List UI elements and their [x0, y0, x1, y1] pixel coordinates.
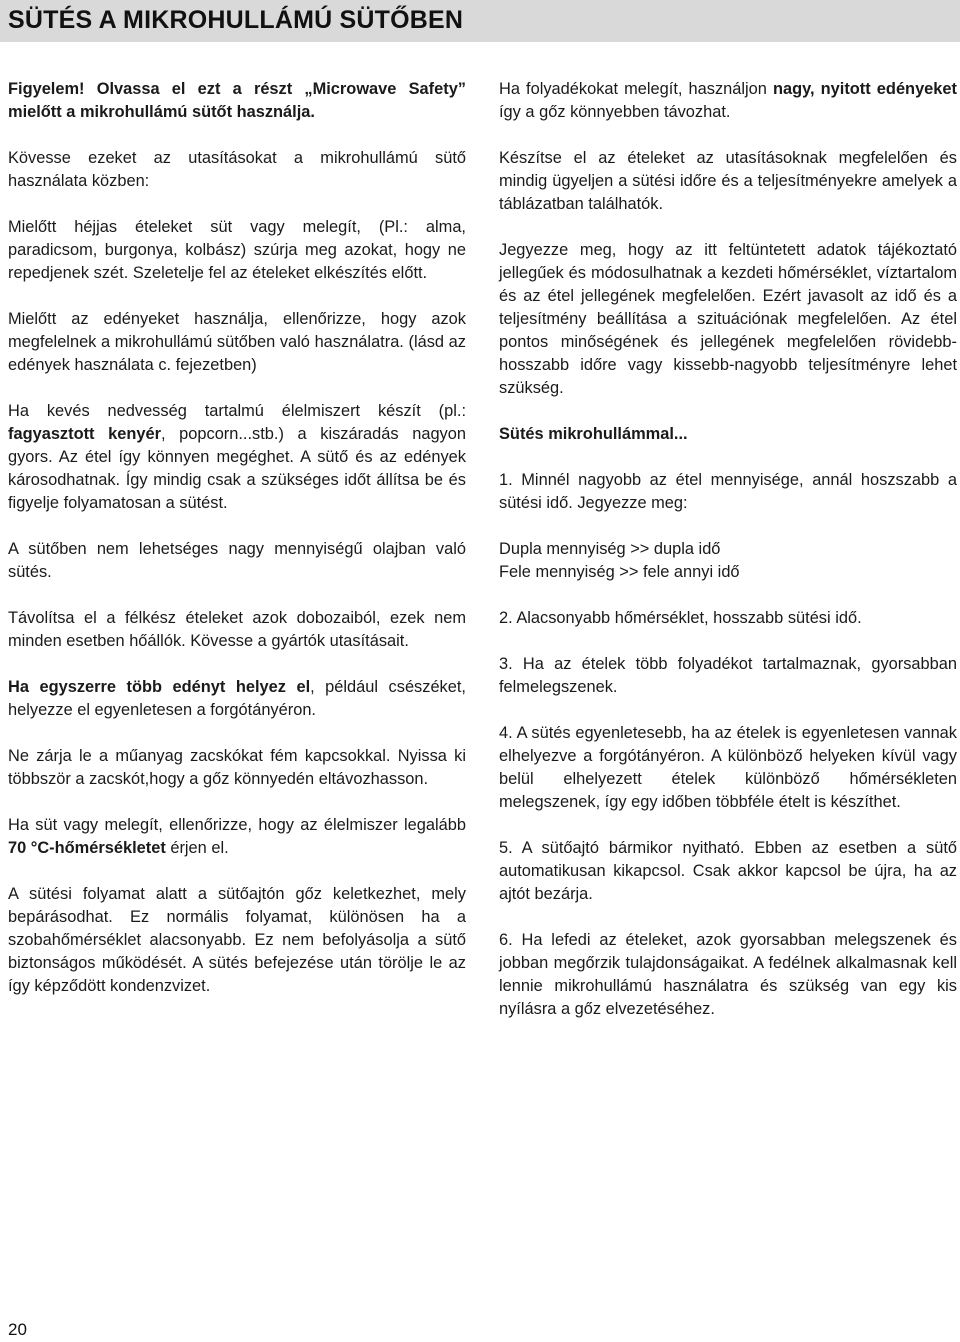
rule-item-3: 3. Ha az ételek több folyadékot tartalmaznak, gyorsabban felmelegszenek. — [499, 655, 957, 696]
rule-item-6: 6. Ha lefedi az ételeket, azok gyorsabban melegszenek és jobban megőrzik tulajdonságaikat. A fedélnek alkalmasnak kell lennie mikrohullámú használatra és szükség van egy kis nyílásra a gőz elvezetéséhez. — [499, 931, 957, 1018]
dishes-paragraph: Mielőtt az edényeket használja, ellenőrizze, hogy azok megfelelnek a mikrohullámú sütőben való használatra. (lásd az edények használata c. fejezetben) — [8, 310, 466, 374]
liquids-text-a: Ha folyadékokat melegít, használjon — [499, 80, 773, 98]
liquids-paragraph — [499, 78, 957, 124]
multiple-dishes-paragraph — [8, 676, 466, 722]
liquids-text-bold: nagy, nyitott edényeket — [772, 80, 957, 98]
page-number: 20 — [8, 1320, 27, 1339]
intro-paragraph: Kövesse ezeket az utasításokat a mikrohullámú sütő használata közben: — [8, 149, 466, 190]
section-header-bar — [0, 0, 960, 42]
temp-text-a: Ha süt vagy melegít, ellenőrizze, hogy az élelmiszer legalább — [8, 816, 466, 834]
left-column — [8, 78, 466, 1021]
right-column — [499, 78, 957, 1044]
page-title: SÜTÉS A MIKROHULLÁMÚ SÜTŐBEN — [8, 6, 464, 34]
temperature-paragraph — [8, 814, 466, 860]
temp-text-bold: 70 °C-hőmérsékletet — [8, 839, 166, 857]
moisture-paragraph — [8, 400, 466, 515]
moisture-text-bold: fagyasztott kenyér — [8, 425, 161, 443]
liquids-text-b: így a gőz könnyebben távozhat. — [499, 103, 731, 121]
rule-item-1: 1. Minnél nagyobb az étel mennyisége, annál hoszszabb a sütési idő. Jegyezze meg: — [499, 471, 957, 512]
rule-item-4: 4. A sütés egyenletesebb, ha az ételek is egyenletesen vannak elhelyezve a forgótányéron. A különböző helyeken kívül vagy belül elhelyezett ételek különböző hőmérsékleten melegszenek, így egy időben többféle ételt is készíthet. — [499, 724, 957, 811]
half-quantity-line: Fele mennyiség >> fele annyi idő — [499, 563, 740, 581]
multiple-text-bold: Ha egyszerre több edényt helyez el — [8, 678, 311, 696]
bags-paragraph: Ne zárja le a műanyag zacskókat fém kapcsokkal. Nyissa ki többször a zacskót,hogy a gőz könnyedén eltávozhasson. — [8, 747, 466, 788]
warning-paragraph: Figyelem! Olvassa el ezt a részt „Microwave Safety” mielőtt a mikrohullámú sütőt használja. — [8, 80, 466, 121]
rule-item-5: 5. A sütőajtó bármikor nyitható. Ebben az esetben a sütő automatikusan kikapcsol. Csak akkor kapcsol be újra, ha az ajtót bezárja. — [499, 839, 957, 903]
multiple-text-rest: , például csészéket, helyezze el egyenletesen a forgótányéron. — [8, 678, 466, 719]
note-paragraph: Jegyezze meg, hogy az itt feltüntetett adatok tájékoztató jellegűek és módosulhatnak a kezdeti hőmérséklet, víztartalom és az étel jellegének megfelelően. Ezért javasolt az idő és a teljesítmény beállítása a szituációnak megfelelően. Az étel pontos minőségének és jellegének megfelelően rövidebb-hosszabb időre vagy kissebb-nagyobb teljesítményre lehet szükség. — [499, 241, 957, 397]
packaging-paragraph: Távolítsa el a félkész ételeket azok dobozaiból, ezek nem minden esetben hőállók. Kövesse a gyártók utasításait. — [8, 609, 466, 650]
rule-item-2: 2. Alacsonyabb hőmérséklet, hosszabb sütési idő. — [499, 609, 862, 627]
peel-paragraph: Mielőtt héjjas ételeket süt vagy melegít, (Pl.: alma, paradicsom, burgonya, kolbász) szúrja meg azokat, hogy ne repedjenek szét. Szeletelje fel az ételeket elkészítés előtt. — [8, 218, 466, 282]
prepare-paragraph: Készítse el az ételeket az utasításoknak megfelelően és mindig ügyeljen a sütési időre és a teljesítményekre amelyek a táblázatban találhatók. — [499, 149, 957, 213]
steam-paragraph: A sütési folyamat alatt a sütőajtón gőz keletkezhet, mely bepárásodhat. Ez normális folyamat, különösen ha a szobahőmérséklet alacsonyabb. Ez nem befolyásolja a sütő biztonságos működését. A sütés befejezése után törölje le az így képződött kondenzvizet. — [8, 885, 466, 995]
moisture-text-a: Ha kevés nedvesség tartalmú élelmiszert készít (pl.: — [8, 402, 466, 420]
cooking-subheading: Sütés mikrohullámmal... — [499, 425, 688, 443]
moisture-text-b: , popcorn...stb.) a kiszáradás nagyon gyors. Az étel így könnyen megéghet. A sütő és az edények károsodhatnak. Így mindig csak a szükséges időt állítsa be és figyelje folyamatosan a sütést. — [8, 425, 466, 512]
temp-text-b: érjen el. — [165, 839, 229, 857]
double-quantity-line: Dupla mennyiség >> dupla idő — [499, 540, 721, 558]
oil-paragraph: A sütőben nem lehetséges nagy mennyiségű olajban való sütés. — [8, 540, 466, 581]
